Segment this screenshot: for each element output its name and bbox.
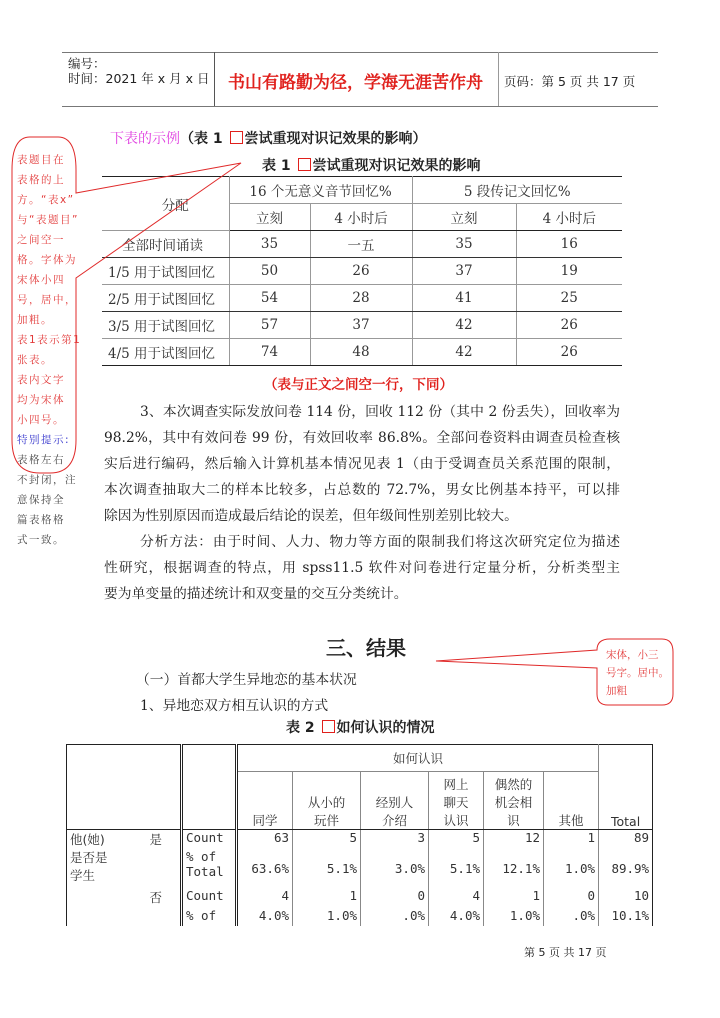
placeholder-box-icon	[298, 158, 311, 171]
table2-caption	[286, 717, 435, 737]
variable-label-line: 他(她)	[70, 832, 105, 847]
callout-left	[17, 150, 81, 550]
example-intro-title-rest: 尝试重现对识记效果的影响）	[244, 131, 427, 147]
column-header-line: 其他	[558, 813, 584, 828]
column-header-line: 认识	[443, 813, 469, 828]
table1-row-label: 全部时间诵读	[102, 231, 229, 258]
paragraph-line: 实后进行编码，然后输入计算机基本情况见表 1（由于受调查员关系范围的限制，	[104, 456, 620, 472]
column-header-line: 机会相	[494, 795, 533, 810]
column-header-line: 偶然的	[494, 777, 533, 792]
paragraph-line: 除因为性别原因而造成最后结论的误差，但年级间性别差别比较大。	[104, 508, 518, 524]
column-header-line: 识	[507, 813, 520, 828]
column-header-line: 聊天	[443, 795, 469, 810]
example-intro-prefix: 下表的示例	[110, 131, 180, 147]
table1-sub-header: 4 小时后	[516, 204, 622, 231]
table1-cell: 26	[310, 258, 412, 285]
callout-left-line: 格。字体为	[17, 254, 77, 266]
callout-left-line: 之间空一	[17, 234, 65, 246]
column-header-text: 从小的玩伴	[307, 795, 346, 828]
table1-cell: 26	[516, 312, 622, 339]
table2	[66, 744, 653, 926]
table-row	[67, 849, 653, 888]
table2-cell: 10.1%	[599, 908, 653, 926]
callout-hint-line: 篇表格格	[17, 514, 65, 526]
table2-cell: 63	[237, 830, 293, 849]
table2-cell: 5	[293, 830, 361, 849]
paragraph-line: 本次调查抽取大二的样本比较多，占总数的 72.7%，男女比例基本持平，可以排	[104, 482, 620, 498]
table2-category	[147, 908, 182, 926]
table2-cell: 5.1%	[429, 849, 484, 888]
placeholder-box-icon	[322, 720, 335, 733]
table1-cell: 25	[516, 285, 622, 312]
table2-cell: 5	[429, 830, 484, 849]
table1-cell: 57	[229, 312, 310, 339]
table2-cell: 89.9%	[599, 849, 653, 888]
table1-cell: 50	[229, 258, 310, 285]
table-row	[67, 908, 653, 926]
paragraph-method	[104, 529, 620, 607]
page-footer: 第 5 页 共 17 页	[524, 946, 607, 959]
table1-group-header: 16 个无意义音节回忆%	[229, 177, 412, 204]
table2-cell: 3.0%	[361, 849, 429, 888]
table2-category: 否	[147, 888, 182, 908]
table2-column-header	[484, 772, 544, 830]
callout-left-line: 张表。	[17, 354, 53, 366]
table1-cell: 35	[412, 231, 516, 258]
table1-sub-header: 立刻	[229, 204, 310, 231]
table2-cell: 1.0%	[544, 849, 599, 888]
callout-left-line: 号，居中，	[17, 294, 77, 306]
callout-left-line: 方。“表x”	[17, 194, 75, 206]
table2-cell: 1.0%	[293, 908, 361, 926]
example-intro-title: （表 1	[180, 131, 228, 147]
table2-cell: 4.0%	[237, 908, 293, 926]
table1-corner-label: 分配	[161, 197, 189, 214]
header-date: 时间：2021 年 x 月 x 日	[68, 71, 210, 86]
callout-hint-label: 特别提示:	[17, 434, 71, 446]
table1-caption-text: 尝试重现对识记效果的影响	[312, 158, 481, 174]
callout-left-line: 加粗。	[17, 314, 53, 326]
table1-sub-header: 4 小时后	[310, 204, 412, 231]
callout-left-line: 表题目在	[17, 154, 65, 166]
subsubsection-heading: 1、异地恋双方相互认识的方式	[140, 698, 329, 714]
table1-caption	[262, 155, 481, 175]
table1-cell: 42	[412, 339, 516, 366]
paragraph-line: 分析方法：由于时间、人力、物力等方面的限制我们将这次研究定位为描述	[140, 534, 620, 550]
table2-cell: .0%	[361, 908, 429, 926]
table1-cell: 41	[412, 285, 516, 312]
table1-cell: 42	[412, 312, 516, 339]
table1-cell: 26	[516, 339, 622, 366]
callout-left-line: 表格的上	[17, 174, 65, 186]
table1-row-label: 1/5 用于试图回忆	[102, 258, 229, 285]
variable-label-line: 学生	[70, 868, 96, 883]
table1-row-label: 4/5 用于试图回忆	[102, 339, 229, 366]
table1-sub-header: 立刻	[412, 204, 516, 231]
paragraph-line: 性研究，根据调查的特点，用 spss11.5 软件对问卷进行定量分析，分析类型主	[104, 560, 620, 576]
table2-cell: 1	[544, 830, 599, 849]
table2-column-header	[361, 772, 429, 830]
callout-left-line: 与“表题目”	[17, 214, 79, 226]
table2-cell: 12	[484, 830, 544, 849]
table2-cell: .0%	[544, 908, 599, 926]
table2-column-header	[237, 772, 293, 830]
table1-cell: 35	[229, 231, 310, 258]
table2-cell: 5.1%	[293, 849, 361, 888]
table2-cell: 12.1%	[484, 849, 544, 888]
table1-row-label: 2/5 用于试图回忆	[102, 285, 229, 312]
column-header-line: Total	[610, 814, 641, 829]
table2-stat: % of Total	[182, 849, 237, 888]
table2-cell: 10	[599, 888, 653, 908]
paragraph-line: 3、本次调查实际发放问卷 114 份，回收 112 份（其中 2 份丢失），回收率为	[140, 404, 620, 420]
callout-left-line: 表内文字	[17, 374, 65, 386]
column-header-line: 同学	[252, 813, 278, 828]
table1-cell: 37	[412, 258, 516, 285]
table1-cell: 19	[516, 258, 622, 285]
table2-cell: 0	[544, 888, 599, 908]
column-header-text: 经别人介绍	[375, 795, 414, 828]
callout-left-line: 表1表示第1	[17, 334, 82, 346]
table2-cell: 63.6%	[237, 849, 293, 888]
table2-column-header	[293, 772, 361, 830]
callout-left-line: 小四号。	[17, 414, 65, 426]
callout-hint-line: 不封闭，注	[17, 474, 77, 486]
table2-cell: 4	[237, 888, 293, 908]
paragraph-line: 98.2%，其中有效问卷 99 份，有效回收率 86.8%。全部问卷资料由调查员检查核	[104, 430, 620, 446]
table1-group-header: 5 段传记文回忆%	[412, 177, 622, 204]
table2-caption-text: 如何认识的情况	[336, 720, 435, 736]
table2-stat: Count	[182, 888, 237, 908]
table2-stat: Count	[182, 830, 237, 849]
table2-cell: 1	[484, 888, 544, 908]
table2-cell: 1	[293, 888, 361, 908]
table2-group-header: 如何认识	[237, 745, 599, 772]
table2-variable-label	[67, 830, 147, 926]
table-spacing-note: （表与正文之间空一行，下同）	[264, 377, 453, 393]
paragraph-line: 要为单变量的描述统计和双变量的交互分类统计。	[104, 586, 408, 602]
header-divider	[498, 52, 499, 106]
table1-row-label: 3/5 用于试图回忆	[102, 312, 229, 339]
table2-cell: 0	[361, 888, 429, 908]
table1-cell: 28	[310, 285, 412, 312]
section-title: 三、结果	[326, 636, 406, 660]
table1-cell: 74	[229, 339, 310, 366]
table-row	[67, 830, 653, 849]
subsection-heading: （一）首都大学生异地恋的基本状况	[136, 672, 357, 688]
callout-right-line: 号字。居中。	[606, 667, 669, 679]
table2-corner	[67, 745, 182, 830]
table1-cell: 37	[310, 312, 412, 339]
table2-stat-header	[182, 745, 237, 830]
table1-cell: 54	[229, 285, 310, 312]
callout-right-line: 加粗	[606, 685, 627, 697]
table2-column-header	[599, 745, 653, 830]
header-page-number: 页码：第 5 页 共 17 页	[504, 74, 636, 89]
callout-right-line: 宋体，小三	[606, 649, 659, 661]
table2-cell: 4.0%	[429, 908, 484, 926]
callout-hint-line: 表格左右	[17, 454, 65, 466]
table2-column-header	[544, 772, 599, 830]
callout-right	[606, 646, 669, 700]
header-motto: 书山有路勤为径，学海无涯苦作舟	[228, 73, 483, 93]
table2-cell: 3	[361, 830, 429, 849]
table2-category: 是	[147, 830, 182, 849]
table2-category	[147, 849, 182, 888]
table1-cell: 16	[516, 231, 622, 258]
table1-cell: 48	[310, 339, 412, 366]
table2-stat: % of	[182, 908, 237, 926]
table2-column-header	[429, 772, 484, 830]
callout-hint-line: 意保持全	[17, 494, 65, 506]
header-number: 编号：	[68, 56, 106, 71]
table1-cell: 一五	[310, 231, 412, 258]
callout-hint-line: 式一致。	[17, 534, 65, 546]
table2-cell: 4	[429, 888, 484, 908]
callout-left-line: 宋体小四	[17, 274, 65, 286]
column-header-line: 网上	[443, 777, 469, 792]
table2-caption-prefix: 表 2	[286, 720, 320, 736]
table2-cell: 89	[599, 830, 653, 849]
variable-label-line: 是否是	[70, 850, 108, 865]
table2-cell: 1.0%	[484, 908, 544, 926]
callout-left-line: 均为宋体	[17, 394, 65, 406]
table1-caption-prefix: 表 1	[262, 158, 296, 174]
table-row	[67, 888, 653, 908]
